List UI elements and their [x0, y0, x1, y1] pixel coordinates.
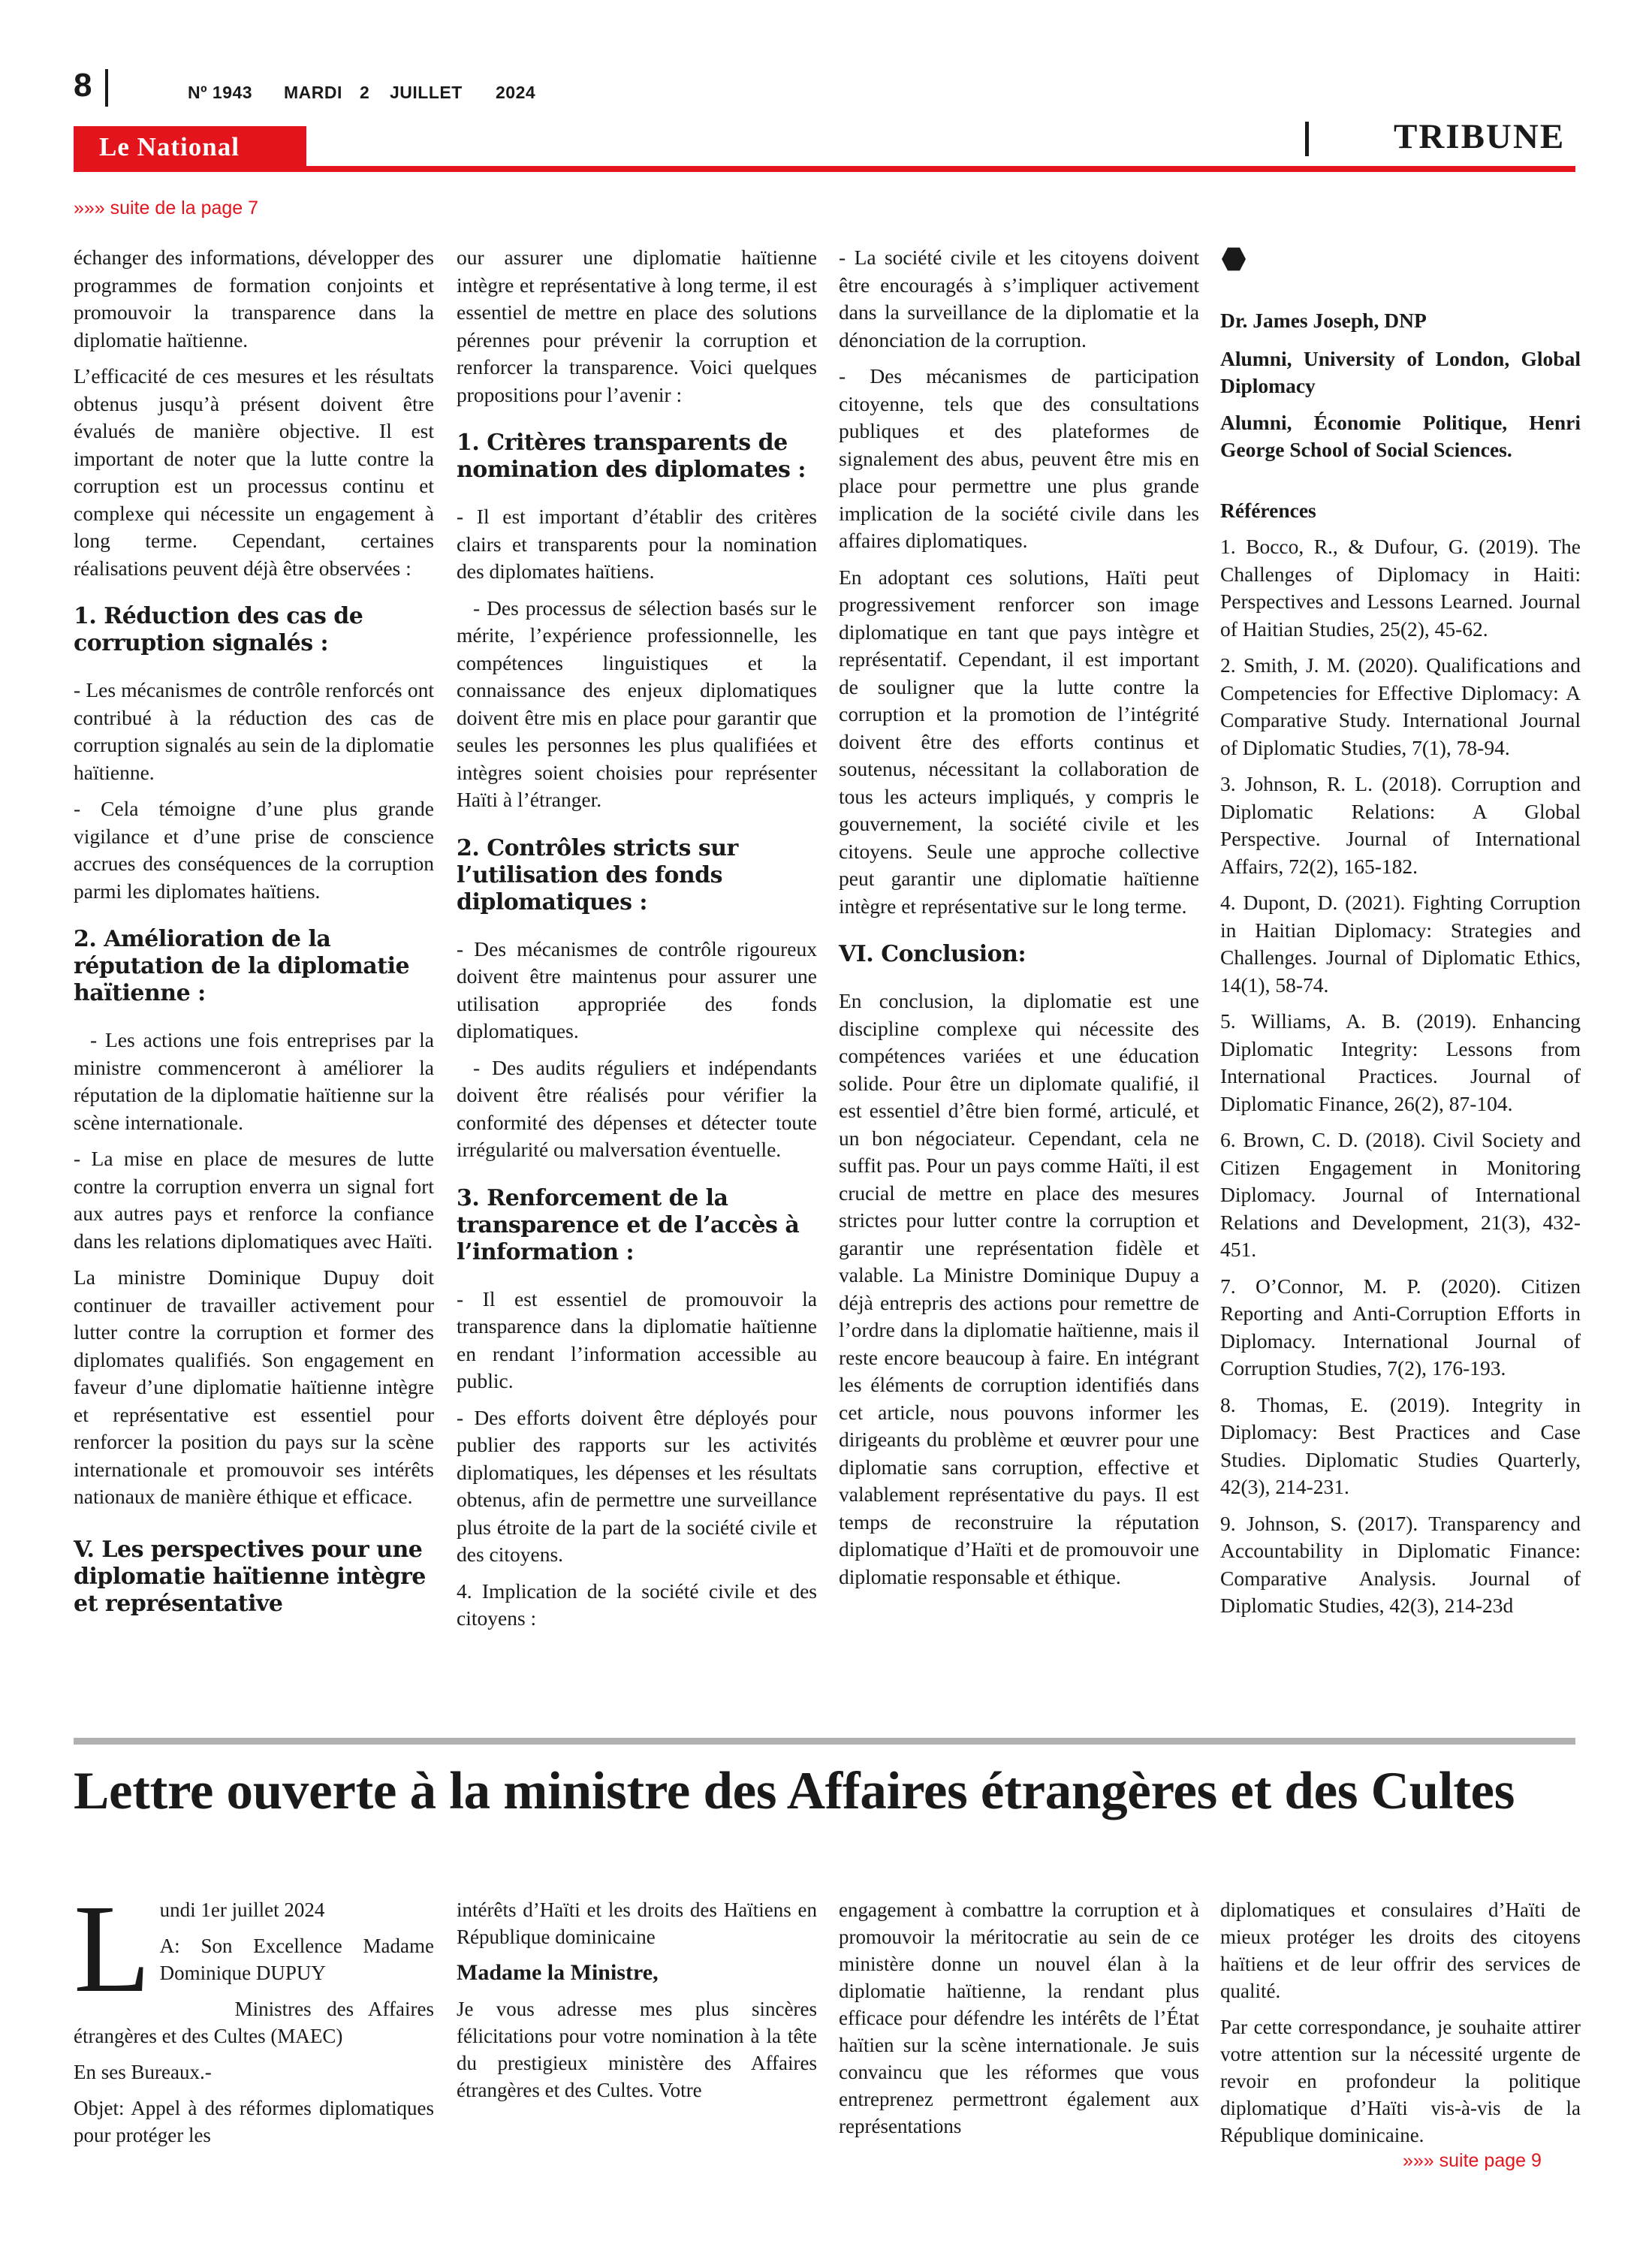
reference-item: 4. Dupont, D. (2021). Fighting Corruption in Haitian Diplomacy: Strategies and Challenges. Journal of Diplomatic Ethics, 14(1), 58-74.: [1220, 891, 1581, 997]
paragraph: - Des mécanismes de contrôle rigoureux doivent être maintenus pour assurer une utilisation appropriée des fonds diplomatiques.: [457, 936, 817, 1042]
continued-from: »»» suite de la page 7: [74, 198, 259, 219]
author-affiliation: Alumni, University of London, Global Diplomacy: [1220, 346, 1581, 397]
paragraph: Par cette correspondance, je souhaite attirer votre attention sur la nécessité urgente de revoir en profondeur la politique diplomatique d’Haïti vis-à-vis de la République dominicaine.: [1220, 2016, 1581, 2146]
section-heading: VI. Conclusion:: [839, 941, 1026, 967]
page-number-divider: [105, 69, 108, 107]
paragraph: échanger des informations, développer des programmes de formation conjoints et promouvoir la transparence dans la diplomatie haïtienne.: [74, 246, 434, 351]
letter-column-2: [457, 1896, 817, 2113]
drop-cap: L: [74, 1879, 151, 2019]
article-column-3: [839, 244, 1199, 1600]
issue-year: 2024: [496, 83, 536, 102]
article-column-4: [1220, 244, 1581, 1629]
paragraph: En adoptant ces solutions, Haïti peut progressivement renforcer son image diplomatique en tant que pays intègre et représentatif. Cependant, il est important de souligner que la lutte contre la corruption et la promotion de l’intégrité doivent être des efforts continus et soutenus, nécessitant la collaboration de tous les acteurs impliqués, y compris le gouvernement, la société civile et les citoyens. Seule une approche collective peut garantir une diplomatie haïtienne intègre et représentative sur le long terme.: [839, 565, 1199, 918]
paragraph: - Il est important d’établir des critères clairs et transparents pour la nomination des diplomates haïtiens.: [457, 505, 817, 583]
subheading: 1. Critères transparents de nomination des diplomates :: [457, 430, 806, 483]
issue-number: Nº 1943: [188, 83, 253, 102]
subheading: 3. Renforcement de la transparence et de l’accès à l’information :: [457, 1184, 800, 1265]
paragraph: engagement à combattre la corruption et à promouvoir la méritocratie au sein de ce ministère donne un nouvel élan à la diplomatie haïtienne, la rendant plus efficace pour défendre les intérêts de l’État haïtien sur la scène internationale. Je suis convaincu que les réformes que vous entreprenez permettront également aux représentations: [839, 1899, 1199, 2137]
paragraph: - Des efforts doivent être déployés pour publier des rapports sur les activités diplomatiques, les dépenses et les résultats obtenus, afin de permettre une surveillance plus étroite de la part de la société civile et des citoyens.: [457, 1405, 817, 1566]
paragraph: diplomatiques et consulaires d’Haïti de mieux protéger les droits des citoyens haïtiens et de leur offrir des services de qualité.: [1220, 1899, 1581, 2002]
article-divider: [74, 1738, 1575, 1745]
article-headline: Lettre ouverte à la ministre des Affaires étrangères et des Cultes: [74, 1762, 1515, 1820]
paragraph: - Des audits réguliers et indépendants doivent être réalisés pour vérifier la conformité des dépenses et détecter toute irrégularité ou malversation éventuelle.: [457, 1055, 817, 1161]
subheading: 2. Amélioration de la réputation de la diplomatie haïtienne :: [74, 926, 410, 1006]
paragraph: - Les mécanismes de contrôle renforcés ont contribué à la réduction des cas de corruption signalés au sein de la diplomatie haïtienne.: [74, 678, 434, 784]
section-divider: [1305, 122, 1309, 156]
paragraph: - Les actions une fois entreprises par la ministre commenceront à améliorer la réputation de la diplomatie haïtienne sur la scène internationale.: [74, 1028, 434, 1134]
subheading: 2. Contrôles stricts sur l’utilisation des fonds diplomatiques :: [457, 834, 738, 915]
section-heading: V. Les perspectives pour une diplomatie haïtienne intègre et représentative: [74, 1536, 426, 1617]
page-number: 8: [74, 67, 92, 104]
section-title: TRIBUNE: [1394, 117, 1566, 156]
letter-column-4: [1220, 1896, 1581, 2158]
reference-item: 1. Bocco, R., & Dufour, G. (2019). The Challenges of Diplomacy in Haiti: Perspectives and Lessons Learned. Journal of Haitian Studies, 25(2), 45-62.: [1220, 535, 1581, 641]
reference-item: 5. Williams, A. B. (2019). Enhancing Diplomatic Integrity: Lessons from International Practices. Journal of Diplomatic Finance, 26(2), 87-104.: [1220, 1009, 1581, 1115]
paragraph: - Des processus de sélection basés sur le mérite, l’expérience professionnelle, les compétences linguistiques et la connaissance des enjeux diplomatiques doivent être mis en place pour garantir que seules les personnes les plus qualifiées et intègres soient choisies pour représenter Haïti à l’étranger.: [457, 596, 817, 811]
article-column-1: [74, 244, 434, 1637]
reference-item: 8. Thomas, E. (2019). Integrity in Diplomacy: Best Practices and Case Studies. Diplomatic Studies Quarterly, 42(3), 214-231.: [1220, 1392, 1581, 1498]
subheading: 1. Réduction des cas de corruption signalés :: [74, 603, 363, 656]
paragraph: L’efficacité de ces mesures et les résultats obtenus jusqu’à présent doivent être évalués de manière objective. Il est important de noter que la lutte contre la corruption est un processus continu et complexe qui nécessite un engagement à long terme. Cependant, certaines réalisations peuvent déjà être observées :: [74, 364, 434, 580]
letter-salutation: Madame la Ministre,: [457, 1960, 659, 1985]
paragraph: Je vous adresse mes plus sincères félicitations pour votre nomination à la tête du prestigieux ministère des Affaires étrangères et des Cultes. Votre: [457, 1998, 817, 2101]
paragraph: - Il est essentiel de promouvoir la transparence dans la diplomatie haïtienne en rendant l’information accessible au public.: [457, 1286, 817, 1392]
author-affiliation: Alumni, Économie Politique, Henri George School of Social Sciences.: [1220, 410, 1581, 461]
paragraph: La ministre Dominique Dupuy doit continuer de travailler activement pour lutter contre la corruption et former des diplomates qualifiés. Son engagement en faveur d’une diplomatie haïtienne intègre et représentative est essentiel pour renforcer la position du pays sur la scène internationale et promouvoir ses intérêts nationaux de manière éthique et efficace.: [74, 1265, 434, 1508]
author-name: Dr. James Joseph, DNP: [1220, 309, 1427, 332]
brand-logo: Le National: [99, 132, 240, 161]
issue-month: JUILLET: [390, 83, 463, 102]
issue-day: MARDI: [284, 83, 342, 102]
reference-item: 2. Smith, J. M. (2020). Qualifications and Competencies for Effective Diplomacy: A Comparative Study. International Journal of Diplomatic Studies, 7(1), 78-94.: [1220, 653, 1581, 759]
paragraph: En conclusion, la diplomatie est une discipline complexe qui nécessite des compétences variées et une éducation solide. Pour être un diplomate qualifié, il est essentiel d’être bien formé, articulé, et un bon négociateur. Cependant, cela ne suffit pas. Pour un pays comme Haïti, il est crucial de mettre en place des mesures strictes pour lutter contre la corruption et garantir une représentation fidèle et valable. La Ministre Dominique Dupuy a déjà entrepris des actions pour remettre de l’ordre dans la diplomatie haïtienne, mais il reste encore beaucoup à faire. En intégrant les éléments de corruption identifiés dans cet article, nous pouvons informer les dirigeants du problème et œuvrer pour une diplomatie sans corruption, effective et valablement représentative du pays. Il est temps de reconstruire la réputation diplomatique d’Haïti et de promouvoir une diplomatie responsable et éthique.: [839, 989, 1199, 1588]
reference-item: 3. Johnson, R. L. (2018). Corruption and Diplomatic Relations: A Global Perspective. Journal of International Affairs, 72(2), 165-182.: [1220, 772, 1581, 878]
letter-recipient: A: Son Excellence Madame Dominique DUPUY: [159, 1935, 434, 1984]
end-mark-icon: [1222, 247, 1246, 271]
letter-subject: Objet: Appel à des réformes diplomatiques pour protéger les: [74, 2097, 434, 2146]
letter-column-1: [74, 1879, 434, 2158]
paragraph: intérêts d’Haïti et les droits des Haïtiens en République dominicaine: [457, 1899, 817, 1948]
reference-item: 7. O’Connor, M. P. (2020). Citizen Reporting and Anti-Corruption Efforts in Diplomacy. International Journal of Corruption Studies, 7(2), 176-193.: [1220, 1274, 1581, 1380]
issue-date-number: 2: [360, 83, 370, 102]
paragraph: - La mise en place de mesures de lutte contre la corruption enverra un signal fort aux autres pays et renforce la confiance dans les relations diplomatiques avec Haïti.: [74, 1147, 434, 1253]
letter-column-3: [839, 1896, 1199, 2149]
paragraph: our assurer une diplomatie haïtienne intègre et représentative à long terme, il est essentiel de mettre en place des solutions pérennes pour prévenir la corruption et renforcer la transparence. Voici quelques propositions pour l’avenir :: [457, 246, 817, 406]
letter-date: undi 1er juillet 2024: [159, 1899, 325, 1921]
article-column-2: [457, 244, 817, 1642]
continued-to: »»» suite page 9: [1403, 2150, 1542, 2171]
paragraph: - La société civile et les citoyens doivent être encouragés à s’impliquer activement dans la surveillance de la diplomatie et la dénonciation de la corruption.: [839, 246, 1199, 351]
references-title: Références: [1220, 498, 1316, 522]
header-rule: [74, 166, 1575, 172]
paragraph: - Cela témoigne d’une plus grande vigilance et d’une prise de conscience accrues des conséquences de la corruption parmi les diplomates haïtiens.: [74, 797, 434, 903]
letter-office: En ses Bureaux.-: [74, 2061, 212, 2083]
reference-item: 9. Johnson, S. (2017). Transparency and Accountability in Diplomatic Finance: Comparative Analysis. Journal of Diplomatic Studies, 42(3), 214-23d: [1220, 1511, 1581, 1617]
reference-item: 6. Brown, C. D. (2018). Civil Society and Citizen Engagement in Monitoring Diplomacy. Journal of International Relations and Development, 21(3), 432-451.: [1220, 1128, 1581, 1261]
letter-recipient-role: Ministres des Affaires étrangères et des Cultes (MAEC): [74, 1998, 434, 2047]
paragraph: - Des mécanismes de participation citoyenne, tels que des consultations publiques et des plateformes de signalement des abus, peuvent être mis en place pour permettre une plus grande implication de la société civile dans les affaires diplomatiques.: [839, 364, 1199, 552]
paragraph: 4. Implication de la société civile et des citoyens :: [457, 1579, 817, 1630]
